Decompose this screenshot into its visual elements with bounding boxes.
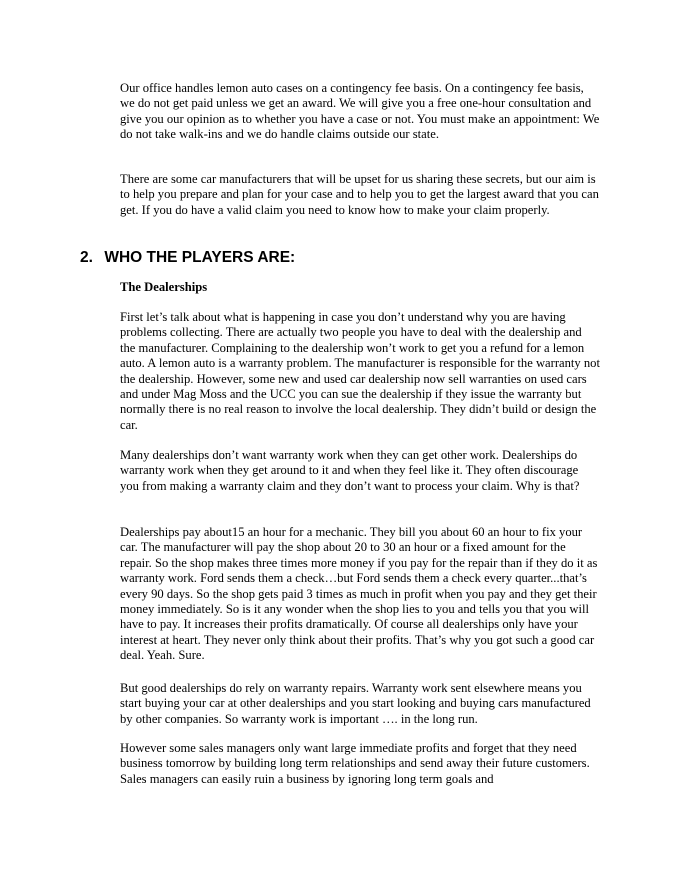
subheading-dealerships: The Dealerships — [120, 280, 208, 294]
paragraph-sales-managers: However some sales managers only want large immediate profits and forget that they need business tomorrow by building long term relationships and send away their future customers. Sales managers can easily ruin a business by ignoring long term goals and — [120, 741, 590, 786]
paragraph-dealership-pay: Dealerships pay about15 an hour for a mechanic. They bill you about 60 an hour to fix your car. The manufacturer will pay the shop about 20 to 30 an hour or a fixed amount for the repair. So the shop makes three times more money if you pay for the repair than if they do it as warranty work. Ford sends them a check…but Ford sends them a check every quarter...that’s every 90 days. So the shop gets paid 3 times as much in profit when you pay and they get their money immediately. So is it any wonder when the shop lies to you and tells you that you will have to pay. It increases their profits dramatically. Of course all dealerships only have your interest at heart. They never only think about their profits. That’s why you got such a good car deal. Yeah. Sure. — [120, 525, 598, 663]
section-title: WHO THE PLAYERS ARE: — [104, 249, 296, 266]
paragraph-collecting-problems: First let’s talk about what is happening in case you don’t understand why you are having problems collecting. There are actually two people you have to deal with the dealership and the manufacturer. Complaining to the dealership won’t work to get you a refund for a lemon auto. A lemon auto is a warranty problem. The manufacturer is responsible for the warranty not the dealership. However, some new and used car dealership now sell warranties on used cars and under Mag Moss and the UCC you can sue the dealership if they issue the warranty but normally there is no real reason to involve the local dealership. They didn’t build or design the car. — [120, 310, 600, 432]
section-heading — [80, 249, 295, 267]
section-number: 2. — [80, 249, 93, 266]
intro-paragraph-contingency-fee: Our office handles lemon auto cases on a contingency fee basis. On a contingency fee basis, we do not get paid unless we get an award. We will give you a free one-hour consultation and give you our opinion as to whether you have a case or not. You must make an appointment: We do not take walk-ins and we do handle claims outside our state. — [120, 81, 600, 142]
paragraph-good-dealerships: But good dealerships do rely on warranty repairs. Warranty work sent elsewhere means you start buying your car at other dealerships and you start looking and buying cars manufactured by other companies. So warranty work is important …. in the long run. — [120, 681, 591, 726]
paragraph-warranty-work: Many dealerships don’t want warranty work when they can get other work. Dealerships do warranty work when they get around to it and when they feel like it. They often discourage you from making a warranty claim and they don’t want to process your claim. Why is that? — [120, 448, 580, 493]
intro-paragraph-manufacturers: There are some car manufacturers that will be upset for us sharing these secrets, but our aim is to help you prepare and plan for your case and to help you to get the largest award that you can get. If you do have a valid claim you need to know how to make your claim properly. — [120, 172, 599, 217]
